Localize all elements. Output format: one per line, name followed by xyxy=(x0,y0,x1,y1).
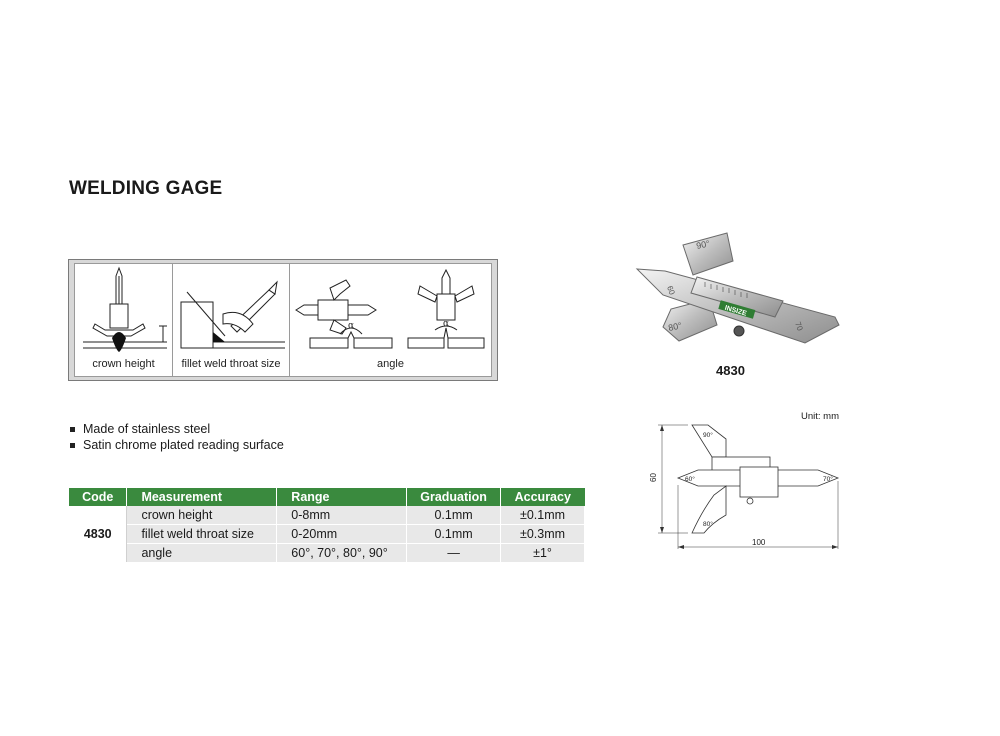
graduation-cell: 0.1mm xyxy=(407,506,501,525)
alpha-symbol: α xyxy=(443,319,450,329)
lock-screw xyxy=(734,326,744,336)
crown-height-illustration xyxy=(75,264,173,354)
page-title: WELDING GAGE xyxy=(69,178,223,199)
table-row xyxy=(69,525,585,544)
graduation-cell: — xyxy=(407,544,501,563)
fillet-weld-panel xyxy=(173,264,290,376)
accuracy-cell: ±0.1mm xyxy=(501,506,585,525)
header-range: Range xyxy=(277,488,407,506)
angle-80-label: 80° xyxy=(703,521,713,528)
alpha-symbol: α xyxy=(348,321,355,331)
table-header-row xyxy=(69,488,585,506)
dim-width: 100 xyxy=(752,538,766,547)
angle-panel xyxy=(290,264,491,376)
usage-diagrams xyxy=(68,259,498,381)
accuracy-cell: ±0.3mm xyxy=(501,525,585,544)
photo-mark-90: 90° xyxy=(695,238,711,251)
measurement-cell: crown height xyxy=(127,506,277,525)
header-measurement: Measurement xyxy=(127,488,277,506)
feature-list xyxy=(69,422,284,453)
product-photo xyxy=(635,225,845,355)
drawing-screw xyxy=(747,498,753,504)
measurement-cell: fillet weld throat size xyxy=(127,525,277,544)
table-row xyxy=(69,506,585,525)
code-cell: 4830 xyxy=(69,506,127,563)
graduation-cell: 0.1mm xyxy=(407,525,501,544)
usage-diagrams-inner xyxy=(74,263,492,377)
angle-label: angle xyxy=(377,358,404,370)
angle-90-label: 90° xyxy=(703,432,713,439)
angle-70-label: 70° xyxy=(823,476,833,483)
range-cell: 60°, 70°, 80°, 90° xyxy=(277,544,407,563)
angle-60-label: 60° xyxy=(685,476,695,483)
feature-item: Made of stainless steel xyxy=(69,422,284,438)
photo-mark-70: 70 xyxy=(793,320,805,333)
dim-height: 60 xyxy=(649,473,658,482)
range-cell: 0-20mm xyxy=(277,525,407,544)
spec-table xyxy=(69,488,585,563)
unit-label: Unit: mm xyxy=(801,411,839,422)
header-code: Code xyxy=(69,488,127,506)
crown-height-panel xyxy=(75,264,173,376)
header-graduation: Graduation xyxy=(407,488,501,506)
fillet-weld-illustration xyxy=(173,264,290,354)
range-cell: 0-8mm xyxy=(277,506,407,525)
dimension-drawing xyxy=(640,415,860,560)
photo-mark-80: 80° xyxy=(667,320,683,333)
feature-item: Satin chrome plated reading surface xyxy=(69,438,284,454)
crown-height-label: crown height xyxy=(92,358,155,370)
measurement-cell: angle xyxy=(127,544,277,563)
angle-illustration xyxy=(290,264,491,356)
fillet-weld-label: fillet weld throat size xyxy=(181,358,281,370)
model-number: 4830 xyxy=(716,363,745,378)
accuracy-cell: ±1° xyxy=(501,544,585,563)
table-row xyxy=(69,544,585,563)
photo-mark-60: 60 xyxy=(665,284,677,297)
header-accuracy: Accuracy xyxy=(501,488,585,506)
brand-logo-text: INSIZE xyxy=(723,304,748,318)
